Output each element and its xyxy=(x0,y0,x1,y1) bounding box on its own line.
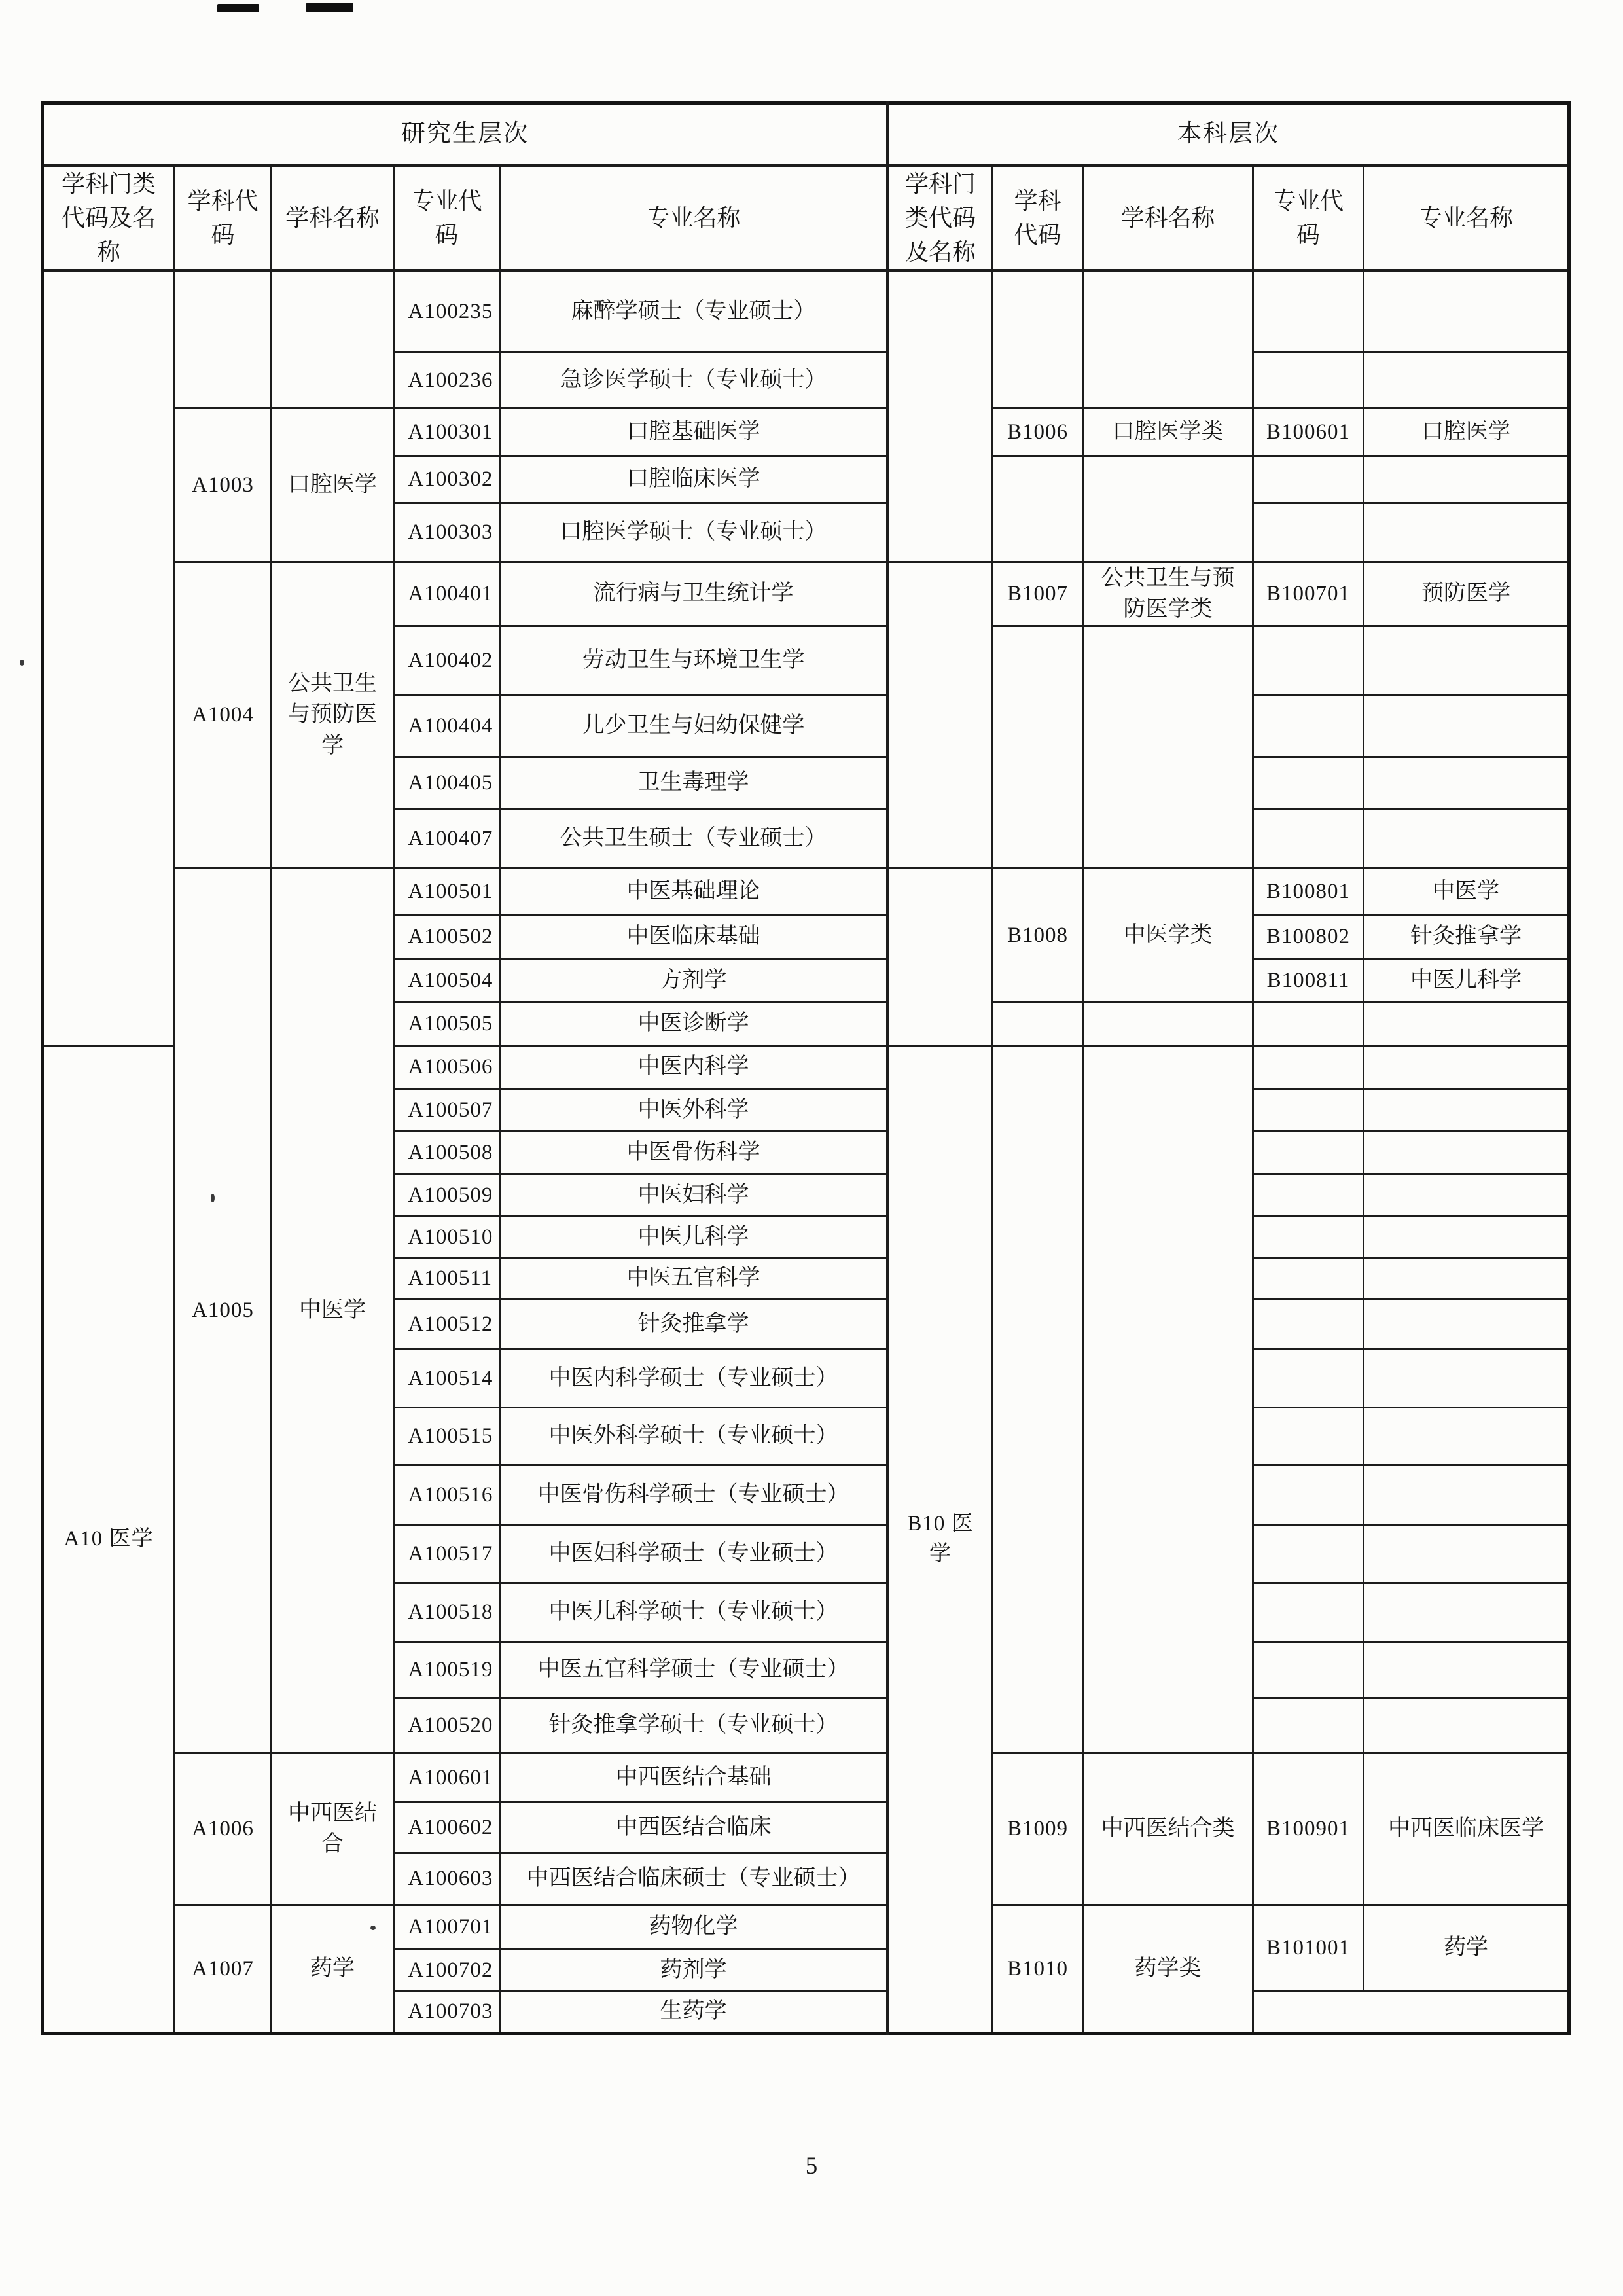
major-code-header: 专业代码 xyxy=(394,166,500,271)
empty-cell xyxy=(1253,809,1364,868)
empty-cell xyxy=(888,868,993,1045)
major-name-cell: 中西医结合基础 xyxy=(500,1753,888,1802)
major-name-cell: 中医内科学 xyxy=(500,1045,888,1088)
major-code-cell: B100811 xyxy=(1253,958,1364,1002)
empty-cell xyxy=(1253,1349,1364,1407)
category-cell: A10 医学 xyxy=(43,1045,175,2033)
subject-code-cell: B1006 xyxy=(993,408,1083,456)
table-row xyxy=(43,1753,1569,1802)
empty-cell xyxy=(888,562,993,868)
major-code-cell: A100602 xyxy=(394,1802,500,1852)
empty-cell xyxy=(1253,270,1364,352)
empty-cell xyxy=(1083,456,1253,562)
empty-cell xyxy=(1253,1216,1364,1257)
major-code-cell: A100510 xyxy=(394,1216,500,1257)
empty-cell xyxy=(1364,270,1569,352)
table-row xyxy=(43,562,1569,626)
major-code-cell: B100701 xyxy=(1253,562,1364,626)
empty-cell xyxy=(993,1045,1083,1753)
major-name-header: 专业名称 xyxy=(1364,166,1569,271)
empty-cell xyxy=(1083,626,1253,868)
major-code-cell: A100511 xyxy=(394,1257,500,1299)
major-name-cell: 流行病与卫生统计学 xyxy=(500,562,888,626)
page-number: 5 xyxy=(805,2153,818,2179)
major-code-cell: B100901 xyxy=(1253,1753,1364,1905)
empty-cell xyxy=(1253,1002,1364,1045)
empty-cell xyxy=(1253,626,1364,694)
major-name-cell: 中医基础理论 xyxy=(500,868,888,915)
major-code-cell: A100501 xyxy=(394,868,500,915)
subject-name-cell: 公共卫生与预防医学类 xyxy=(1083,562,1253,626)
empty-cell xyxy=(1253,1257,1364,1299)
major-code-cell: A100301 xyxy=(394,408,500,456)
major-code-cell: B100802 xyxy=(1253,915,1364,958)
subject-name-header: 学科名称 xyxy=(272,166,394,271)
empty-cell xyxy=(1083,1002,1253,1045)
empty-cell xyxy=(1253,1131,1364,1174)
major-name-cell: 中医妇科学 xyxy=(500,1174,888,1216)
major-name-cell: 针灸推拿学硕士（专业硕士） xyxy=(500,1698,888,1753)
table-body xyxy=(43,270,1569,2033)
undergraduate-level-header: 本科层次 xyxy=(888,103,1569,166)
subject-name-cell: 中医学 xyxy=(272,868,394,1753)
major-code-cell: A100517 xyxy=(394,1524,500,1583)
major-code-cell: A100512 xyxy=(394,1299,500,1349)
empty-cell xyxy=(1083,270,1253,408)
major-code-cell: B100801 xyxy=(1253,868,1364,915)
empty-cell xyxy=(1364,694,1569,757)
empty-cell xyxy=(1253,1088,1364,1131)
empty-cell xyxy=(1364,1641,1569,1698)
empty-cell xyxy=(1253,694,1364,757)
subject-code-cell: B1010 xyxy=(993,1905,1083,2033)
empty-cell xyxy=(993,456,1083,562)
major-code-cell: A100516 xyxy=(394,1465,500,1524)
scan-speck xyxy=(370,1926,376,1930)
empty-cell xyxy=(1364,1257,1569,1299)
table-row xyxy=(43,868,1569,915)
major-name-cell: 口腔医学硕士（专业硕士） xyxy=(500,503,888,562)
major-name-cell: 急诊医学硕士（专业硕士） xyxy=(500,352,888,408)
major-name-header: 专业名称 xyxy=(500,166,888,271)
empty-cell xyxy=(1364,757,1569,809)
subject-name-cell: 药学 xyxy=(272,1905,394,2033)
empty-cell xyxy=(993,270,1083,408)
major-code-cell: B100601 xyxy=(1253,408,1364,456)
major-name-cell: 麻醉学硕士（专业硕士） xyxy=(500,270,888,352)
major-code-cell: A100603 xyxy=(394,1852,500,1905)
major-name-cell: 中医妇科学硕士（专业硕士） xyxy=(500,1524,888,1583)
empty-cell xyxy=(1364,1131,1569,1174)
empty-cell xyxy=(993,626,1083,868)
major-name-cell: 口腔临床医学 xyxy=(500,456,888,503)
graduate-level-header: 研究生层次 xyxy=(43,103,888,166)
major-name-cell: 劳动卫生与环境卫生学 xyxy=(500,626,888,694)
empty-cell xyxy=(1253,1299,1364,1349)
scan-artifact xyxy=(217,4,259,12)
empty-cell xyxy=(1364,1088,1569,1131)
table-row xyxy=(43,408,1569,456)
empty-cell xyxy=(888,270,993,562)
empty-cell xyxy=(175,270,272,408)
major-name-cell: 中医五官科学硕士（专业硕士） xyxy=(500,1641,888,1698)
empty-cell xyxy=(1083,1045,1253,1753)
major-code-cell: A100506 xyxy=(394,1045,500,1088)
major-name-cell: 方剂学 xyxy=(500,958,888,1002)
empty-cell xyxy=(1253,757,1364,809)
empty-cell xyxy=(1364,1465,1569,1524)
major-name-cell: 中医儿科学 xyxy=(500,1216,888,1257)
major-code-cell: A100401 xyxy=(394,562,500,626)
scan-speck xyxy=(20,660,24,666)
major-code-cell: A100407 xyxy=(394,809,500,868)
major-code-cell: A100701 xyxy=(394,1905,500,1949)
major-code-cell: A100236 xyxy=(394,352,500,408)
major-code-cell: A100502 xyxy=(394,915,500,958)
empty-cell xyxy=(1253,1407,1364,1465)
table-row xyxy=(43,1905,1569,1949)
major-code-cell: B101001 xyxy=(1253,1905,1364,1990)
empty-cell xyxy=(1253,352,1364,408)
major-name-cell: 中西医结合临床硕士（专业硕士） xyxy=(500,1852,888,1905)
subject-code-header: 学科代码 xyxy=(175,166,272,271)
major-code-cell: A100402 xyxy=(394,626,500,694)
level-band-row xyxy=(43,103,1569,166)
empty-cell xyxy=(1364,1524,1569,1583)
major-name-cell: 中医临床基础 xyxy=(500,915,888,958)
empty-cell xyxy=(1364,352,1569,408)
major-name-cell: 中西医结合临床 xyxy=(500,1802,888,1852)
major-name-cell: 公共卫生硕士（专业硕士） xyxy=(500,809,888,868)
major-name-cell: 口腔基础医学 xyxy=(500,408,888,456)
column-header-row xyxy=(43,166,1569,271)
discipline-table xyxy=(41,101,1571,2035)
major-name-cell: 预防医学 xyxy=(1364,562,1569,626)
empty-cell xyxy=(1253,503,1364,562)
subject-name-cell: 口腔医学类 xyxy=(1083,408,1253,456)
table-header xyxy=(43,103,1569,271)
major-name-cell: 中西医临床医学 xyxy=(1364,1753,1569,1905)
empty-cell xyxy=(1364,1045,1569,1088)
subject-code-cell: A1005 xyxy=(175,868,272,1753)
empty-cell xyxy=(1364,1216,1569,1257)
empty-cell xyxy=(1364,1002,1569,1045)
major-name-cell: 中医外科学硕士（专业硕士） xyxy=(500,1407,888,1465)
subject-name-cell: 口腔医学 xyxy=(272,408,394,562)
subject-code-cell: B1007 xyxy=(993,562,1083,626)
major-name-cell: 中医骨伤科学 xyxy=(500,1131,888,1174)
major-name-cell: 口腔医学 xyxy=(1364,408,1569,456)
major-code-cell: A100405 xyxy=(394,757,500,809)
empty-cell xyxy=(1253,1641,1364,1698)
major-code-cell: A100507 xyxy=(394,1088,500,1131)
scan-speck xyxy=(211,1194,215,1202)
subject-code-cell: A1003 xyxy=(175,408,272,562)
empty-cell xyxy=(1364,456,1569,503)
major-name-cell: 针灸推拿学 xyxy=(1364,915,1569,958)
major-name-cell: 卫生毒理学 xyxy=(500,757,888,809)
major-code-cell: A100518 xyxy=(394,1583,500,1641)
major-name-cell: 中医内科学硕士（专业硕士） xyxy=(500,1349,888,1407)
major-code-cell: A100515 xyxy=(394,1407,500,1465)
table-row xyxy=(43,270,1569,352)
empty-cell xyxy=(1253,1174,1364,1216)
subject-code-cell: B1008 xyxy=(993,868,1083,1002)
empty-cell xyxy=(1253,1465,1364,1524)
empty-cell xyxy=(1364,1174,1569,1216)
empty-cell xyxy=(993,1002,1083,1045)
major-name-cell: 中医诊断学 xyxy=(500,1002,888,1045)
empty-cell xyxy=(1364,809,1569,868)
subject-code-header: 学科代码 xyxy=(993,166,1083,271)
empty-cell xyxy=(272,270,394,408)
subject-name-header: 学科名称 xyxy=(1083,166,1253,271)
major-name-cell: 针灸推拿学 xyxy=(500,1299,888,1349)
major-code-cell: A100302 xyxy=(394,456,500,503)
subject-code-cell: A1004 xyxy=(175,562,272,868)
major-code-cell: A100703 xyxy=(394,1990,500,2033)
major-name-cell: 药剂学 xyxy=(500,1949,888,1990)
empty-cell xyxy=(1364,1583,1569,1641)
major-code-cell: A100520 xyxy=(394,1698,500,1753)
subject-code-cell: B1009 xyxy=(993,1753,1083,1905)
major-name-cell: 药物化学 xyxy=(500,1905,888,1949)
major-code-cell: A100303 xyxy=(394,503,500,562)
major-code-cell: A100702 xyxy=(394,1949,500,1990)
scan-artifact xyxy=(306,3,353,12)
empty-cell xyxy=(1364,1349,1569,1407)
empty-cell xyxy=(1253,1045,1364,1088)
subject-name-cell: 中西医结合类 xyxy=(1083,1753,1253,1905)
major-code-cell: A100505 xyxy=(394,1002,500,1045)
major-name-cell: 中医外科学 xyxy=(500,1088,888,1131)
major-code-cell: A100514 xyxy=(394,1349,500,1407)
major-name-cell: 儿少卫生与妇幼保健学 xyxy=(500,694,888,757)
major-name-cell: 中医儿科学 xyxy=(1364,958,1569,1002)
subject-name-cell: 中西医结合 xyxy=(272,1753,394,1905)
major-name-cell: 药学 xyxy=(1364,1905,1569,1990)
major-code-cell: A100508 xyxy=(394,1131,500,1174)
empty-cell xyxy=(1364,503,1569,562)
category-header: 学科门类代码及名称 xyxy=(888,166,993,271)
subject-name-cell: 中医学类 xyxy=(1083,868,1253,1002)
category-header: 学科门类代码及名称 xyxy=(43,166,175,271)
empty-cell xyxy=(43,270,175,1045)
major-code-cell: A100235 xyxy=(394,270,500,352)
empty-cell xyxy=(1253,456,1364,503)
category-cell: B10 医学 xyxy=(888,1045,993,2033)
major-name-cell: 生药学 xyxy=(500,1990,888,2033)
subject-name-cell: 公共卫生与预防医学 xyxy=(272,562,394,868)
subject-code-cell: A1006 xyxy=(175,1753,272,1905)
major-name-cell: 中医学 xyxy=(1364,868,1569,915)
empty-cell xyxy=(1253,1524,1364,1583)
major-code-cell: A100404 xyxy=(394,694,500,757)
empty-cell xyxy=(1364,1407,1569,1465)
empty-cell xyxy=(1364,1698,1569,1753)
major-name-cell: 中医骨伤科学硕士（专业硕士） xyxy=(500,1465,888,1524)
major-code-cell: A100509 xyxy=(394,1174,500,1216)
empty-cell xyxy=(1253,1698,1364,1753)
subject-code-cell: A1007 xyxy=(175,1905,272,2033)
empty-cell xyxy=(1364,1299,1569,1349)
subject-name-cell: 药学类 xyxy=(1083,1905,1253,2033)
major-name-cell: 中医五官科学 xyxy=(500,1257,888,1299)
major-code-header: 专业代码 xyxy=(1253,166,1364,271)
major-name-cell: 中医儿科学硕士（专业硕士） xyxy=(500,1583,888,1641)
major-code-cell: A100504 xyxy=(394,958,500,1002)
major-code-cell: A100601 xyxy=(394,1753,500,1802)
empty-cell xyxy=(1253,1583,1364,1641)
empty-cell xyxy=(1364,626,1569,694)
major-code-cell: A100519 xyxy=(394,1641,500,1698)
